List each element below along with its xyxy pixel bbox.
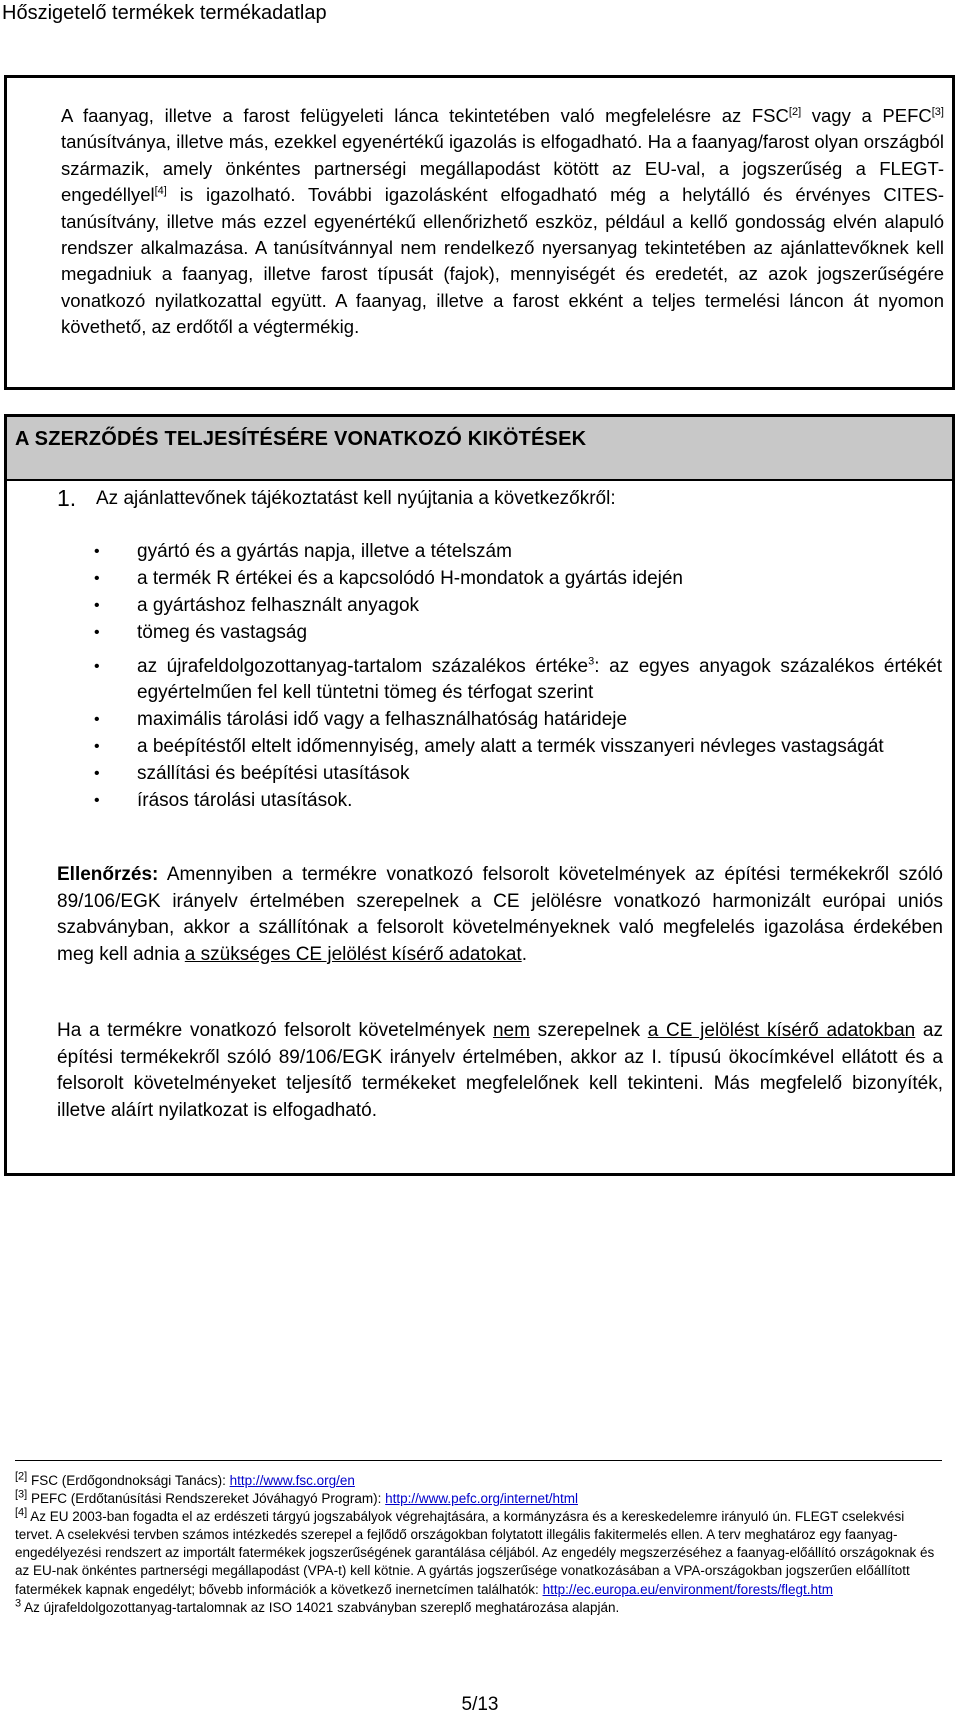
- bullet-icon: •: [94, 765, 100, 782]
- list-item: • gyártó és a gyártás napja, illetve a tételszám: [94, 539, 942, 565]
- bullet-icon: •: [94, 570, 100, 587]
- list-item: • írásos tárolási utasítások.: [94, 788, 942, 814]
- footnote-ref-2[interactable]: [2]: [788, 105, 802, 118]
- ce-data-link-2[interactable]: a CE jelölést kísérő adatokban: [647, 1020, 916, 1041]
- footnote-2: [2] FSC (Erdőgondnoksági Tanács): http://www.fsc.org/en: [15, 1470, 355, 1488]
- list-item: • a gyártáshoz felhasznált anyagok: [94, 593, 942, 619]
- fsc-link[interactable]: http://www.fsc.org/en: [229, 1473, 355, 1488]
- footnote-5: $^3$ Az újrafeldolgozottanyag-tartalomnak az ISO 14021 szabványban szereplő meghatározása alapján.: [15, 1597, 620, 1615]
- bullet-icon: •: [94, 792, 100, 809]
- bullet-icon: •: [94, 597, 100, 614]
- verification-label: Ellenőrzés:: [57, 864, 159, 885]
- list-item: • az újrafeldolgozottanyag-tartalom százalékos értéke$^3$: az egyes anyagok százalékos értékét egyértelműen fel kell tüntetni tömeg és térfogat szerint: [94, 655, 942, 703]
- verification-paragraph: Ellenőrzés: Amennyiben a termékre vonatkozó felsorolt követelmények az építési termékekről szóló 89/106/EGK irányelv értelmében szerepelnek a CE jelölésre vonatkozó harmonizált európai uniós szabványban, akkor a szállítónak a felsorolt követelményeknek való megfelelés igazolása érdekében meg kell adnia a szükséges CE jelölést kísérő adatokat.: [57, 864, 943, 965]
- flegt-link[interactable]: http://ec.europa.eu/environment/forests/flegt.htm: [542, 1581, 833, 1597]
- requirements-list: [94, 539, 942, 814]
- footnote-divider: [15, 1460, 942, 1461]
- clause-number: 1.: [57, 485, 77, 511]
- text-segment: is igazolható. További igazolásként elfogadható még a helytálló és érvényes CITES-tanúsítvány, illetve más ezzel egyenértékű ellenőrizhető eszköz, például a kellő gondosság elvén alapuló rendszer alkalmazása. A tanúsítvánnyal nem rendelkező nyersanyag tekintetében az ajánlattevőknek kell megadniuk a faanyag, illetve farost típusát (fajok), mennyiségét és eredetét, az azok jogszerűségére vonatkozó nyilatkozattal együtt. A faanyag, illetve a farost ekként a teljes termelési láncon át nyomon követhető, az erdőtől a végtermékig.: [61, 184, 944, 338]
- text-segment: A faanyag, illetve a farost felügyeleti lánca tekintetében való megfelelésre az FSC: [61, 105, 789, 126]
- list-item: • a termék R értékei és a kapcsolódó H-mondatok a gyártás idején: [94, 566, 942, 592]
- bullet-icon: •: [94, 658, 100, 675]
- footnote-3: [3] PEFC (Erdőtanúsítási Rendszereket Jóváhagyó Program): http://www.pefc.org/internet/html: [15, 1488, 578, 1507]
- text-segment: tanúsítványa, illetve más, ezekkel egyenértékű igazolás is elfogadható. Ha a faanyag/farost olyan országból származik, amely önkéntes partnerségi megállapodást kötött az EU-val, a jogszerűség a FLEGT-engedéllyel: [61, 131, 944, 206]
- list-item: • szállítási és beépítési utasítások: [94, 761, 942, 787]
- text-segment: vagy a PEFC: [801, 105, 932, 126]
- clause-intro: Az ajánlattevőnek tájékoztatást kell nyújtania a következőkről:: [96, 488, 616, 509]
- footnote-ref-3[interactable]: [3]: [931, 105, 944, 118]
- footnote-4: [4] Az EU 2003-ban fogadta el az erdészeti tárgyú jogszabályok végrehajtására, a kormányzásra és a kereskedelemre irányuló ún. FLEGT cselekvési tervet. A cselekvési tervben számos intézkedés szerepel a fejlődő országokban folytatott illegális fakitermelés ellen. A terv meghatároz egy faanyag-engedélyezési rendszert az importált fatermékek jogszerűségének garantálása céljából. Az engedély megszerzéséhez a faanyag-előállító országoknak és az EU-nak önkéntes partnerségi megállapodást (VPA-t) kell kötnie. A gyártás jogszerűsége vonatkozásában a VPA-országokban jogszerűen előállított fatermékek kapnak engedélyt; bővebb információk a következő inernetcímen találhatók: http://ec.europa.eu/environment/forests/flegt.htm: [15, 1506, 935, 1597]
- bullet-icon: •: [94, 738, 100, 755]
- footnote-ref-3b[interactable]: 3: [588, 655, 595, 668]
- bullet-icon: •: [94, 624, 100, 641]
- bullet-icon: •: [94, 543, 100, 560]
- ecolabel-paragraph: Ha a termékre vonatkozó felsorolt követelmények nem szerepelnek a CE jelölést kísérő adatokban az építési termékekről szóló 89/106/EGK irányelv értelmében, akkor az I. típusú ökocímkével ellátott és a felsorolt követelményeket teljesítő termékeket megfelelőnek kell tekinteni. Más megfelelő bizonyíték, illetve aláírt nyilatkozat is elfogadható.: [57, 1020, 943, 1121]
- list-item: • tömeg és vastagság: [94, 620, 942, 646]
- ce-data-link[interactable]: a szükséges CE jelölést kísérő adatokat: [184, 943, 522, 965]
- footnote-ref-4[interactable]: [4]: [154, 185, 167, 198]
- emphasis-nem: nem: [492, 1020, 530, 1041]
- list-item: • a beépítéstől eltelt időmennyiség, amely alatt a termék visszanyeri névleges vastagságát: [94, 734, 942, 760]
- chain-of-custody-paragraph: [61, 103, 944, 341]
- list-item: • maximális tárolási idő vagy a felhasználhatóság határideje: [94, 707, 942, 733]
- section-title: A SZERZŐDÉS TELJESÍTÉSÉRE VONATKOZÓ KIKÖTÉSEK: [15, 428, 587, 450]
- pefc-link[interactable]: http://www.pefc.org/internet/html: [385, 1491, 578, 1507]
- document-header: Hőszigetelő termékek termékadatlap: [2, 2, 327, 24]
- page-number: 5/13: [461, 1694, 499, 1715]
- bullet-icon: •: [94, 711, 100, 728]
- footnotes: [15, 1472, 942, 1617]
